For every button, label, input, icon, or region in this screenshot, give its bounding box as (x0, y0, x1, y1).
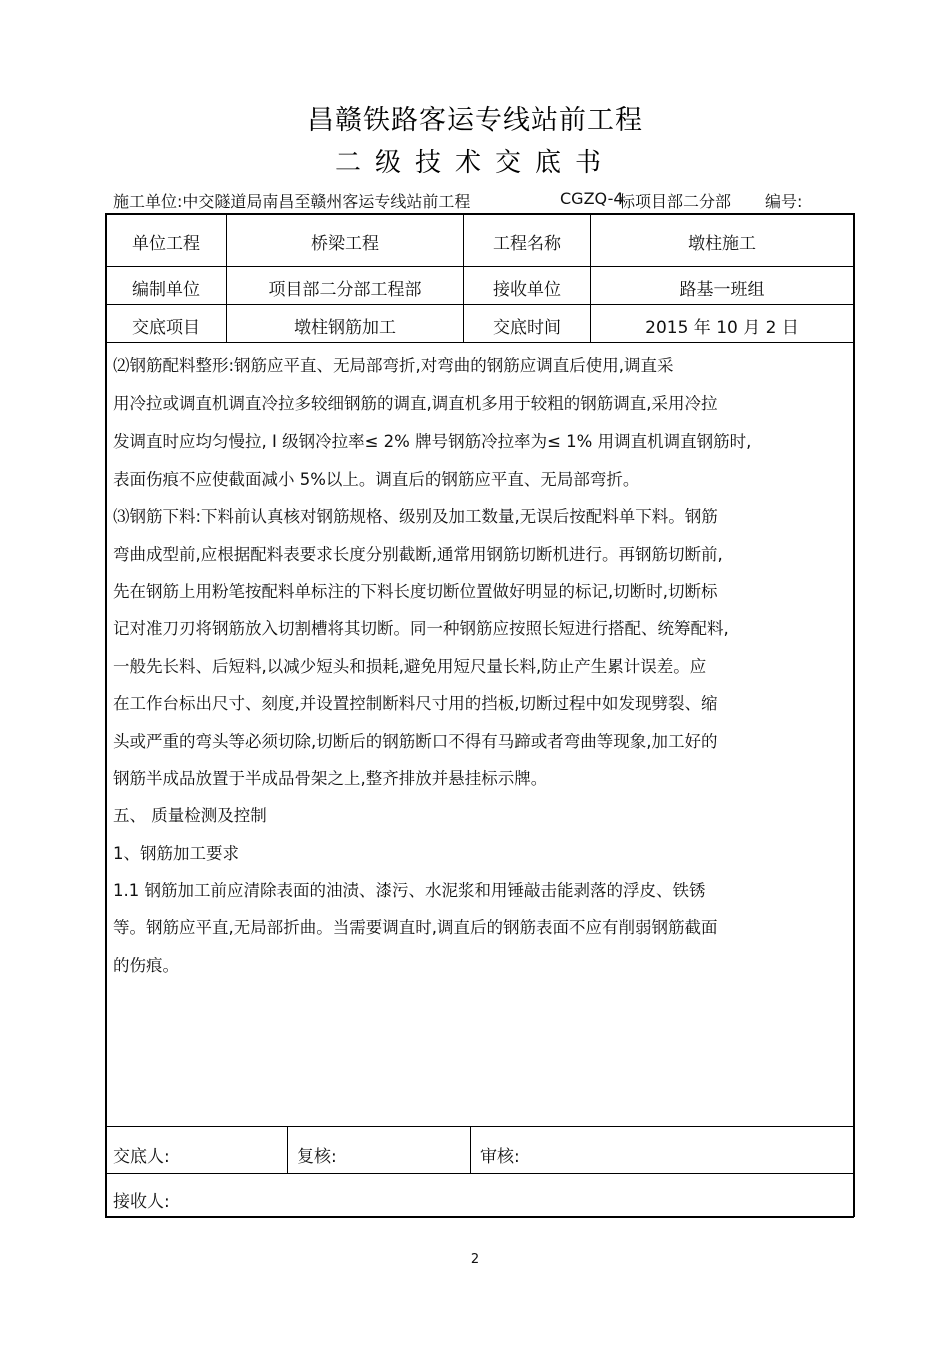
content-line: 等。钢筋应平直,无局部折曲。当需要调直时,调直后的钢筋表面不应有削弱钢筋截面 (113, 918, 718, 937)
table-border-left (105, 213, 107, 1217)
content-line: 头或严重的弯头等必须切除,切断后的钢筋断口不得有马蹄或者弯曲等现象,加工好的 (113, 732, 718, 751)
document-subtitle: 二级技术交底书 (334, 148, 615, 178)
table-divider (105, 1173, 854, 1174)
table-column-line (287, 1126, 288, 1173)
discloser-label: 交底人: (113, 1147, 170, 1167)
content-line: 钢筋半成品放置于半成品骨架之上,整齐排放并悬挂标示牌。 (113, 769, 548, 788)
unit-project-value: 桥梁工程 (311, 234, 379, 254)
receiver-label: 接收人: (113, 1192, 170, 1212)
receiving-unit-value: 路基一班组 (679, 280, 765, 300)
number-label: 编号: (765, 192, 803, 211)
reviewer-label: 复核: (297, 1147, 337, 1167)
compiling-unit-value: 项目部二分部工程部 (268, 280, 422, 300)
table-divider (105, 1126, 854, 1127)
disclosure-item-value: 墩柱钢筋加工 (294, 318, 396, 338)
table-border-bottom (105, 1216, 854, 1218)
content-line: 表面伤痕不应使截面减小 5%以上。调直后的钢筋应平直、无局部弯折。 (113, 470, 640, 489)
table-divider (105, 342, 854, 343)
project-dept: 标项目部二分部 (619, 192, 732, 211)
content-line: ⑶钢筋下料:下料前认真核对钢筋规格、级别及加工数量,无误后按配料单下料。钢筋 (113, 507, 718, 526)
subsection-heading: 1、钢筋加工要求 (113, 844, 239, 863)
content-line: 记对准刀刃将钢筋放入切割槽将其切断。同一种钢筋应按照长短进行搭配、统筹配料, (113, 619, 729, 638)
content-line: 一般先长料、后短料,以减少短头和损耗,避免用短尺量长料,防止产生累计误差。应 (113, 657, 707, 676)
table-divider (105, 266, 854, 267)
content-line: 的伤痕。 (113, 956, 179, 975)
content-line: ⑵钢筋配料整形:钢筋应平直、无局部弯折,对弯曲的钢筋应调直后使用,调直采 (113, 356, 674, 375)
section-heading: 五、 质量检测及控制 (113, 806, 267, 825)
table-border-top (105, 213, 854, 215)
disclosure-time-value: 2015 年 10 月 2 日 (645, 318, 799, 338)
compiling-unit-label: 编制单位 (132, 280, 200, 300)
unit-project-label: 单位工程 (132, 234, 200, 254)
document-title: 昌赣铁路客运专线站前工程 (307, 105, 643, 136)
project-name-value: 墩柱施工 (688, 234, 756, 254)
table-divider (105, 304, 854, 305)
page-number: 2 (470, 1252, 480, 1267)
content-line: 发调直时应均匀慢拉, I 级钢冷拉率≤ 2% 牌号钢筋冷拉率为≤ 1% 用调直机调直钢筋时, (113, 432, 752, 451)
disclosure-time-label: 交底时间 (493, 318, 561, 338)
table-border-right (853, 213, 855, 1217)
content-line: 在工作台标出尺寸、刻度,并设置控制断料尺寸用的挡板,切断过程中如发现劈裂、缩 (113, 694, 718, 713)
content-line: 先在钢筋上用粉笔按配料单标注的下料长度切断位置做好明显的标记,切断时,切断标 (113, 582, 718, 601)
disclosure-item-label: 交底项目 (132, 318, 200, 338)
table-column-line (470, 1126, 471, 1173)
construction-unit-label: 施工单位:中交隧道局南昌至赣州客运专线站前工程 (113, 192, 471, 211)
project-name-label: 工程名称 (493, 234, 561, 254)
receiving-unit-label: 接收单位 (493, 280, 561, 300)
content-line: 弯曲成型前,应根据配料表要求长度分别截断,通常用钢筋切断机进行。再钢筋切断前, (113, 545, 723, 564)
content-line: 用冷拉或调直机调直冷拉多较细钢筋的调直,调直机多用于较粗的钢筋调直,采用冷拉 (113, 394, 718, 413)
project-code: CGZQ-4 (560, 189, 624, 208)
content-line: 1.1 钢筋加工前应清除表面的油渍、漆污、水泥浆和用锤敲击能剥落的浮皮、铁锈 (113, 881, 706, 900)
auditor-label: 审核: (480, 1147, 520, 1167)
